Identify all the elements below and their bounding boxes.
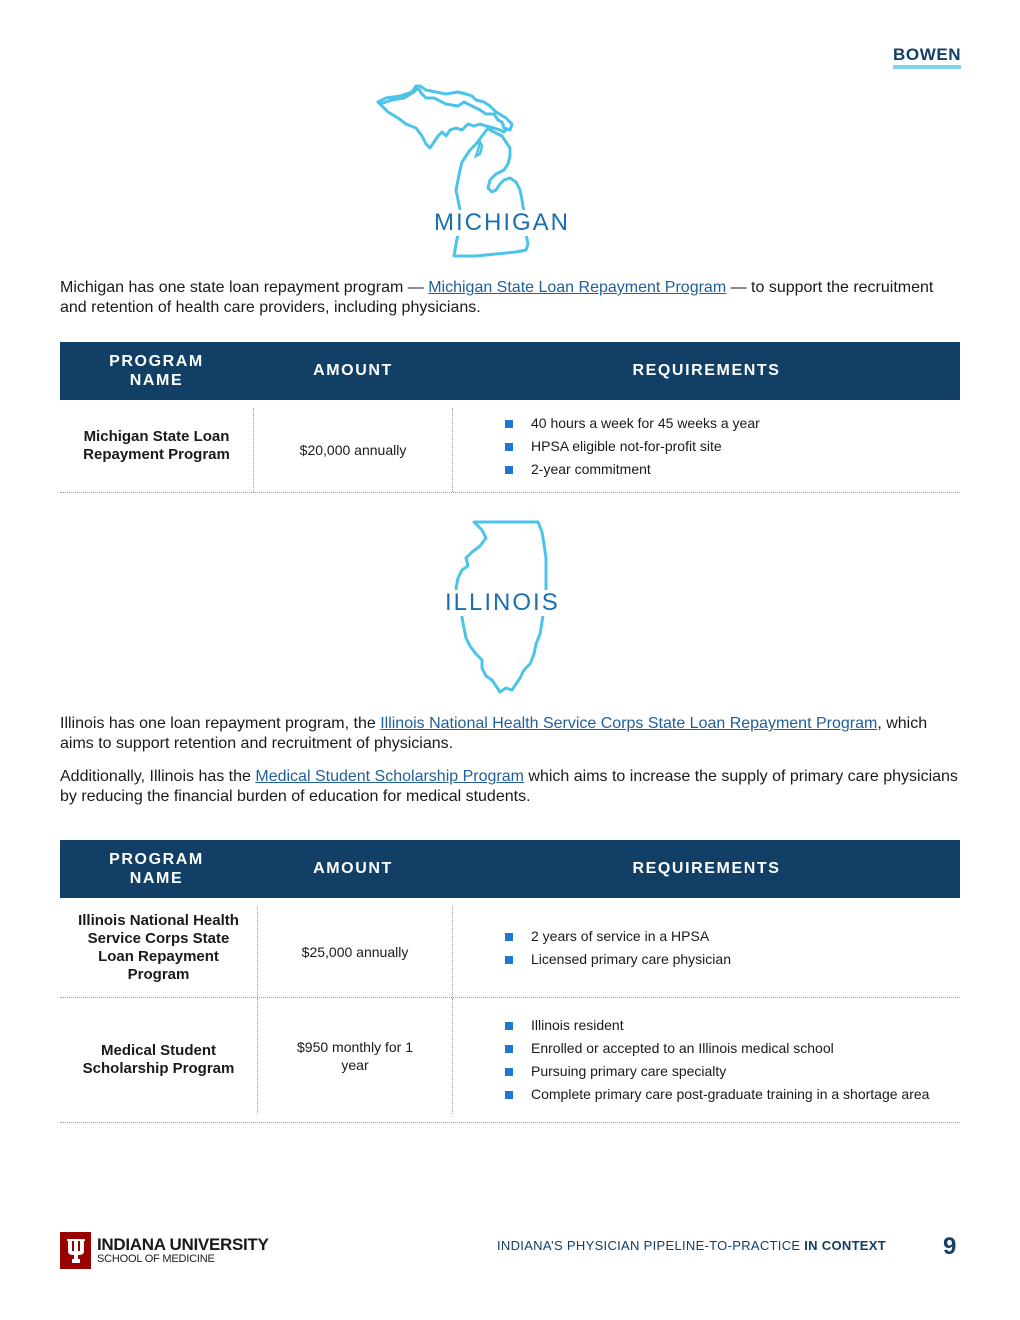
square-bullet-icon [505,1091,513,1099]
illinois-scholarship-text: Additionally, Illinois has the [60,768,256,785]
requirement-item: Pursuing primary care specialty [505,1060,929,1083]
iu-trident-icon [60,1232,91,1269]
header-amount: AMOUNT [313,362,393,379]
michigan-intro-text-end: — to support the recruitment and retention of health care providers, including physicians. [60,279,934,316]
illinois-intro-text: Illinois has one loan repayment program, the [60,715,381,732]
square-bullet-icon [505,1022,513,1030]
program-requirements [453,998,960,1122]
program-name: Medical Student Scholarship Program [82,1042,235,1077]
illinois-program-table [60,840,960,1123]
table-header [60,342,960,400]
michigan-program-table [60,342,960,493]
table-row [60,400,960,493]
square-bullet-icon [505,956,513,964]
table-row [60,898,960,998]
requirement-item: HPSA eligible not-for-profit site [505,435,760,458]
program-amount: $25,000 annually [257,906,453,997]
illinois-intro-text-end: , which aims to support retention and recruitment of physicians. [60,715,928,752]
square-bullet-icon [505,1045,513,1053]
illinois-intro [60,714,960,754]
program-name: Michigan State Loan Repayment Program [83,428,230,463]
requirement-item: Illinois resident [505,1014,929,1037]
header-program-name: PROGRAM NAME [109,851,204,887]
square-bullet-icon [505,420,513,428]
requirement-item: 2-year commitment [505,458,760,481]
requirement-item: 2 years of service in a HPSA [505,925,731,948]
program-amount: $950 monthly for 1 year [257,998,453,1114]
illinois-state-label: ILLINOIS [445,589,560,616]
iu-school-of-medicine-logo [60,1232,269,1269]
requirement-item: Enrolled or accepted to an Illinois medical school [505,1037,929,1060]
illinois-nhsc-slrp-link[interactable]: Illinois National Health Service Corps State Loan Repayment Program [380,715,878,732]
publication-title-bold: IN CONTEXT [804,1238,886,1253]
medical-student-scholarship-link[interactable]: Medical Student Scholarship Program [255,768,524,785]
requirement-item: Complete primary care post-graduate training in a shortage area [505,1083,929,1106]
header-tag: BOWEN [893,46,961,69]
publication-title [497,1238,886,1253]
program-amount: $20,000 annually [253,408,453,492]
michigan-state-label: MICHIGAN [434,209,570,236]
square-bullet-icon [505,466,513,474]
table-row [60,998,960,1123]
square-bullet-icon [505,1068,513,1076]
michigan-slrp-link[interactable]: Michigan State Loan Repayment Program [428,279,727,296]
requirement-item: Licensed primary care physician [505,948,731,971]
program-name: Illinois National Health Service Corps State Loan Repayment Program [78,911,239,983]
header-program-name: PROGRAM NAME [109,353,204,389]
school-name: SCHOOL OF MEDICINE [97,1253,215,1265]
publication-title-regular: INDIANA’S PHYSICIAN PIPELINE-TO-PRACTICE [497,1238,805,1253]
michigan-intro [60,278,960,318]
illinois-scholarship-text-end: which aims to increase the supply of primary care physicians by reducing the financial burden of education for medical students. [60,768,958,805]
table-header [60,840,960,898]
header-requirements: REQUIREMENTS [632,860,781,877]
header-requirements: REQUIREMENTS [632,362,781,379]
square-bullet-icon [505,933,513,941]
header-amount: AMOUNT [313,860,393,877]
program-requirements [453,898,960,997]
university-name: INDIANA UNIVERSITY [97,1235,269,1254]
michigan-intro-text: Michigan has one state loan repayment program — [60,279,429,296]
program-requirements [453,400,960,492]
illinois-scholarship-intro [60,767,960,807]
square-bullet-icon [505,443,513,451]
page-number: 9 [943,1233,957,1260]
requirement-item: 40 hours a week for 45 weeks a year [505,412,760,435]
